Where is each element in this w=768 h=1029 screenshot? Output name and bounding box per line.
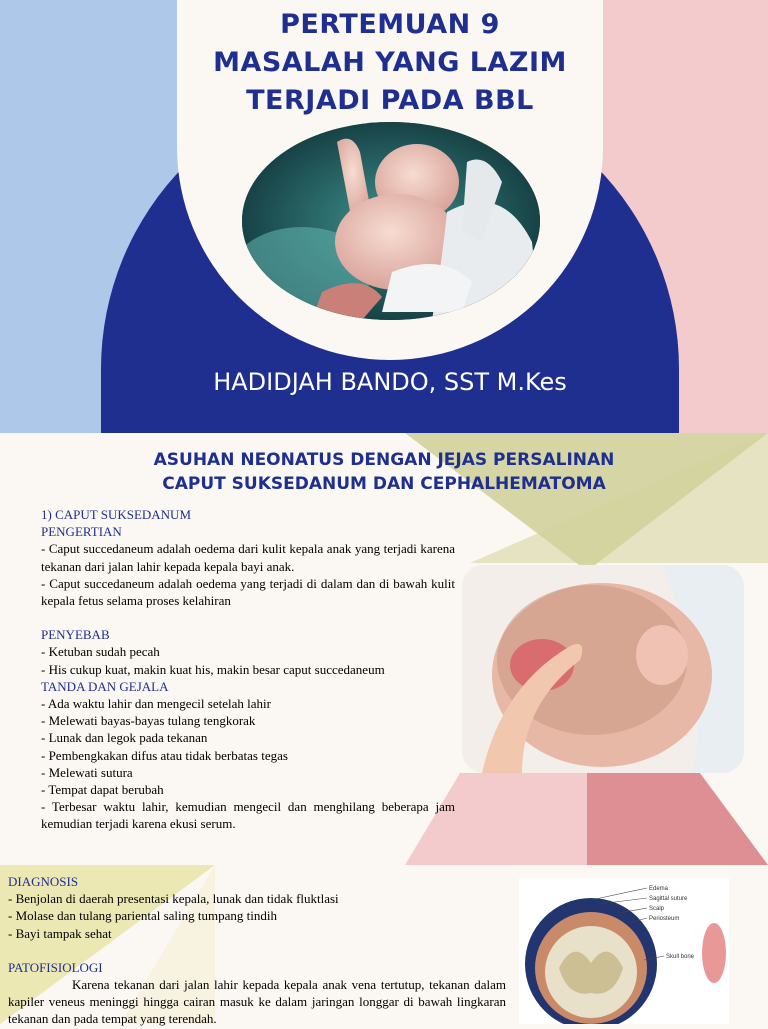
baby-head-illustration <box>462 565 744 773</box>
penyebab-heading: PENYEBAB <box>41 627 110 643</box>
diagnosis-item: - Molase dan tulang pariental saling tumpang tindih <box>8 908 277 924</box>
subtitle-line-2: CAPUT SUKSEDANUM DAN CEPHALHEMATOMA <box>162 474 606 494</box>
newborn-photo <box>242 122 540 320</box>
diagram-label: Scalp <box>649 906 665 912</box>
tanda-item: - Terbesar waktu lahir, kemudian mengecil dan menghilang beberapa jam kemudian terjadi karena ekusi serum. <box>41 799 455 832</box>
diagnosis-item: - Benjolan di daerah presentasi kepala, lunak dan tidak fluktlasi <box>8 891 339 907</box>
subtitle-line-1: ASUHAN NEONATUS DENGAN JEJAS PERSALINAN <box>153 450 615 470</box>
title-line-2: MASALAH YANG LAZIM <box>213 47 567 78</box>
tanda-item: - Melewati bayas-bayas tulang tengkorak <box>41 713 256 729</box>
tanda-heading: TANDA DAN GEJALA <box>41 678 169 694</box>
diagnosis-item: - Bayi tampak sehat <box>8 925 112 941</box>
title-line-1: PERTEMUAN 9 <box>280 9 500 40</box>
pengertian-item: - Caput succedaneum adalah oedema yang terjadi di dalam dan di bawah kulit kepala fetus selama proses kelahiran <box>41 575 455 609</box>
skull-cross-section-diagram <box>519 878 729 1024</box>
patofisiologi-text: Karena tekanan dari jalan lahir kepada kepala anak vena tertutup, tekanan dalam kapiler veneus meninggi hingga cairan masuk ke dalam jaringan longgar di bawah lingkaran tekanan dan pada tempat yang terendah. <box>8 977 506 1027</box>
author-name: HADIDJAH BANDO, SST M.Kes <box>213 368 567 396</box>
title-line-3: TERJADI PADA BBL <box>246 85 534 116</box>
caput-diagram <box>519 878 729 1024</box>
patofisiologi-heading: PATOFISIOLOGI <box>8 959 103 975</box>
diagram-label: Sagittal suture <box>649 896 688 902</box>
penyebab-item: - Ketuban sudah pecah <box>41 644 160 660</box>
section-subtitle <box>80 448 688 496</box>
rose-trapezoid <box>587 773 768 865</box>
diagnosis-heading: DIAGNOSIS <box>8 874 79 889</box>
penyebab-item: - His cukup kuat, makin kuat his, makin besar caput succedaneum <box>41 661 385 677</box>
tanda-item: - Ada waktu lahir dan mengecil setelah lahir <box>41 696 271 712</box>
tanda-item: - Pembengkakan difus atau tidak berbatas tegas <box>41 747 288 763</box>
diagram-label: Skull bone <box>666 954 695 960</box>
caput-section <box>41 506 455 833</box>
newborn-illustration <box>242 122 540 320</box>
pengertian-item: - Caput succedaneum adalah oedema dari kulit kepala anak yang terjadi karena tekanan dari jalan lahir kepada kepala bayi anak. <box>41 541 455 574</box>
diagram-label: Periosteum <box>649 916 680 922</box>
diagram-label: Edema <box>649 886 669 892</box>
tanda-item: - Tempat dapat berubah <box>41 782 164 798</box>
tanda-item: - Lunak dan legok pada tekanan <box>41 730 208 746</box>
diagnosis-section <box>8 873 506 1028</box>
tanda-item: - Melewati sutura <box>41 764 133 780</box>
section-heading: 1) CAPUT SUKSEDANUM <box>41 507 192 522</box>
page-title <box>177 6 603 120</box>
pengertian-heading: PENGERTIAN <box>41 524 122 540</box>
caput-photo <box>462 565 744 773</box>
